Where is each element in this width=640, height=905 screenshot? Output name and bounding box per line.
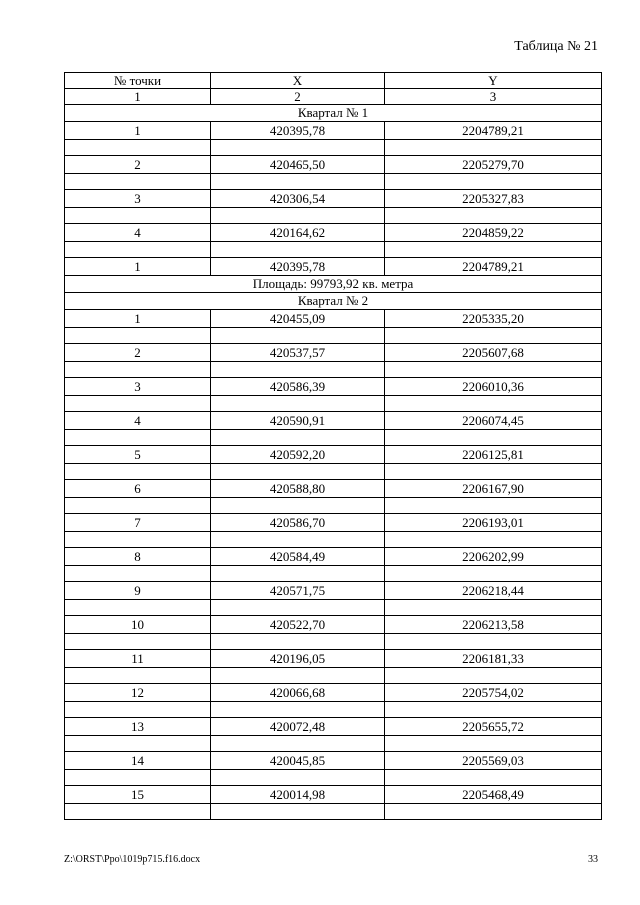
table-row — [65, 378, 602, 396]
point-number-cell: 12 — [65, 684, 211, 702]
point-number-cell: 3 — [65, 190, 211, 208]
column-number-row — [65, 89, 602, 105]
spacer-cell — [385, 804, 602, 820]
spacer-cell — [385, 430, 602, 446]
y-coordinate-cell: 2206010,36 — [385, 378, 602, 396]
y-coordinate-cell: 2206125,81 — [385, 446, 602, 464]
spacer-cell — [211, 174, 385, 190]
point-number-cell: 1 — [65, 258, 211, 276]
table-row — [65, 412, 602, 430]
point-number-cell: 3 — [65, 378, 211, 396]
spacer-cell — [385, 566, 602, 582]
point-number-cell: 15 — [65, 786, 211, 804]
x-coordinate-cell: 420588,80 — [211, 480, 385, 498]
point-number-cell: 13 — [65, 718, 211, 736]
spacer-cell — [211, 208, 385, 224]
x-coordinate-cell: 420045,85 — [211, 752, 385, 770]
table-spacer-row — [65, 328, 602, 344]
spacer-cell — [385, 702, 602, 718]
x-coordinate-cell: 420571,75 — [211, 582, 385, 600]
spacer-cell — [211, 804, 385, 820]
table-spacer-row — [65, 736, 602, 752]
x-coordinate-cell: 420465,50 — [211, 156, 385, 174]
spacer-cell — [65, 634, 211, 650]
spacer-cell — [65, 736, 211, 752]
spacer-cell — [385, 208, 602, 224]
spacer-cell — [211, 430, 385, 446]
table-row — [65, 718, 602, 736]
table-spacer-row — [65, 174, 602, 190]
table-spacer-row — [65, 498, 602, 514]
spacer-cell — [65, 804, 211, 820]
table-spacer-row — [65, 566, 602, 582]
spacer-cell — [385, 600, 602, 616]
y-coordinate-cell: 2206202,99 — [385, 548, 602, 566]
spacer-cell — [385, 668, 602, 684]
spacer-cell — [211, 702, 385, 718]
y-coordinate-cell: 2205569,03 — [385, 752, 602, 770]
point-number-cell: 2 — [65, 156, 211, 174]
y-coordinate-cell: 2205279,70 — [385, 156, 602, 174]
spacer-cell — [65, 702, 211, 718]
spacer-cell — [385, 770, 602, 786]
table-row — [65, 684, 602, 702]
column-number-1: 1 — [65, 89, 211, 105]
table-spacer-row — [65, 464, 602, 480]
x-coordinate-cell: 420306,54 — [211, 190, 385, 208]
spacer-cell — [65, 174, 211, 190]
table-spacer-row — [65, 668, 602, 684]
table-row — [65, 258, 602, 276]
table-row — [65, 650, 602, 668]
x-coordinate-cell: 420455,09 — [211, 310, 385, 328]
area-value: Площадь: 99793,92 кв. метра — [65, 276, 602, 293]
x-coordinate-cell: 420014,98 — [211, 786, 385, 804]
y-coordinate-cell: 2206213,58 — [385, 616, 602, 634]
x-coordinate-cell: 420537,57 — [211, 344, 385, 362]
x-coordinate-cell: 420196,05 — [211, 650, 385, 668]
table-header-row — [65, 73, 602, 89]
section-title-row — [65, 293, 602, 310]
spacer-cell — [65, 208, 211, 224]
footer-page-number: 33 — [588, 854, 598, 865]
spacer-cell — [385, 242, 602, 258]
table-spacer-row — [65, 702, 602, 718]
spacer-cell — [211, 242, 385, 258]
y-coordinate-cell: 2205468,49 — [385, 786, 602, 804]
table-spacer-row — [65, 242, 602, 258]
spacer-cell — [211, 668, 385, 684]
spacer-cell — [65, 566, 211, 582]
spacer-cell — [385, 498, 602, 514]
table-spacer-row — [65, 600, 602, 616]
y-coordinate-cell: 2205327,83 — [385, 190, 602, 208]
section-title: Квартал № 2 — [65, 293, 602, 310]
y-coordinate-cell: 2204859,22 — [385, 224, 602, 242]
point-number-cell: 14 — [65, 752, 211, 770]
table-spacer-row — [65, 770, 602, 786]
spacer-cell — [385, 174, 602, 190]
spacer-cell — [385, 634, 602, 650]
table-spacer-row — [65, 208, 602, 224]
point-number-cell: 7 — [65, 514, 211, 532]
spacer-cell — [385, 464, 602, 480]
y-coordinate-cell: 2204789,21 — [385, 258, 602, 276]
table-row — [65, 786, 602, 804]
table-spacer-row — [65, 634, 602, 650]
x-coordinate-cell: 420586,70 — [211, 514, 385, 532]
point-number-cell: 1 — [65, 122, 211, 140]
x-coordinate-cell: 420395,78 — [211, 258, 385, 276]
table-row — [65, 310, 602, 328]
y-coordinate-cell: 2205335,20 — [385, 310, 602, 328]
spacer-cell — [385, 328, 602, 344]
spacer-cell — [211, 600, 385, 616]
section-title-row — [65, 105, 602, 122]
coordinates-table — [64, 72, 602, 820]
x-coordinate-cell: 420522,70 — [211, 616, 385, 634]
section-title: Квартал № 1 — [65, 105, 602, 122]
table-row — [65, 480, 602, 498]
point-number-cell: 5 — [65, 446, 211, 464]
table-row — [65, 582, 602, 600]
spacer-cell — [211, 362, 385, 378]
table-row — [65, 156, 602, 174]
spacer-cell — [211, 634, 385, 650]
column-number-2: 2 — [211, 89, 385, 105]
table-row — [65, 446, 602, 464]
header-y: Y — [385, 73, 602, 89]
header-point-number: № точки — [65, 73, 211, 89]
x-coordinate-cell: 420066,68 — [211, 684, 385, 702]
area-row — [65, 276, 602, 293]
point-number-cell: 2 — [65, 344, 211, 362]
point-number-cell: 11 — [65, 650, 211, 668]
spacer-cell — [65, 498, 211, 514]
spacer-cell — [211, 328, 385, 344]
table-row — [65, 122, 602, 140]
footer-file-path: Z:\ORST\Ppo\1019p715.f16.docx — [64, 854, 201, 865]
table-spacer-row — [65, 396, 602, 412]
y-coordinate-cell: 2205655,72 — [385, 718, 602, 736]
spacer-cell — [211, 770, 385, 786]
header-x: X — [211, 73, 385, 89]
spacer-cell — [65, 464, 211, 480]
spacer-cell — [65, 770, 211, 786]
x-coordinate-cell: 420586,39 — [211, 378, 385, 396]
spacer-cell — [385, 362, 602, 378]
coordinates-table-body — [65, 73, 602, 820]
table-spacer-row — [65, 532, 602, 548]
y-coordinate-cell: 2206167,90 — [385, 480, 602, 498]
spacer-cell — [65, 600, 211, 616]
spacer-cell — [211, 464, 385, 480]
y-coordinate-cell: 2204789,21 — [385, 122, 602, 140]
point-number-cell: 4 — [65, 412, 211, 430]
spacer-cell — [385, 396, 602, 412]
point-number-cell: 1 — [65, 310, 211, 328]
table-row — [65, 514, 602, 532]
y-coordinate-cell: 2206181,33 — [385, 650, 602, 668]
x-coordinate-cell: 420590,91 — [211, 412, 385, 430]
table-spacer-row — [65, 430, 602, 446]
point-number-cell: 6 — [65, 480, 211, 498]
table-row — [65, 224, 602, 242]
spacer-cell — [65, 140, 211, 156]
table-spacer-row — [65, 804, 602, 820]
spacer-cell — [211, 566, 385, 582]
spacer-cell — [385, 532, 602, 548]
spacer-cell — [211, 140, 385, 156]
x-coordinate-cell: 420164,62 — [211, 224, 385, 242]
point-number-cell: 10 — [65, 616, 211, 634]
x-coordinate-cell: 420072,48 — [211, 718, 385, 736]
table-row — [65, 548, 602, 566]
spacer-cell — [65, 396, 211, 412]
table-row — [65, 190, 602, 208]
table-spacer-row — [65, 362, 602, 378]
y-coordinate-cell: 2205607,68 — [385, 344, 602, 362]
spacer-cell — [211, 532, 385, 548]
point-number-cell: 8 — [65, 548, 211, 566]
x-coordinate-cell: 420584,49 — [211, 548, 385, 566]
x-coordinate-cell: 420395,78 — [211, 122, 385, 140]
spacer-cell — [65, 532, 211, 548]
spacer-cell — [65, 430, 211, 446]
point-number-cell: 9 — [65, 582, 211, 600]
table-row — [65, 616, 602, 634]
spacer-cell — [211, 396, 385, 412]
table-caption: Таблица № 21 — [514, 39, 598, 54]
spacer-cell — [65, 328, 211, 344]
table-row — [65, 752, 602, 770]
spacer-cell — [385, 736, 602, 752]
spacer-cell — [65, 668, 211, 684]
spacer-cell — [211, 498, 385, 514]
table-spacer-row — [65, 140, 602, 156]
y-coordinate-cell: 2206218,44 — [385, 582, 602, 600]
y-coordinate-cell: 2205754,02 — [385, 684, 602, 702]
table-row — [65, 344, 602, 362]
point-number-cell: 4 — [65, 224, 211, 242]
spacer-cell — [65, 362, 211, 378]
y-coordinate-cell: 2206193,01 — [385, 514, 602, 532]
spacer-cell — [385, 140, 602, 156]
column-number-3: 3 — [385, 89, 602, 105]
spacer-cell — [211, 736, 385, 752]
spacer-cell — [65, 242, 211, 258]
x-coordinate-cell: 420592,20 — [211, 446, 385, 464]
y-coordinate-cell: 2206074,45 — [385, 412, 602, 430]
